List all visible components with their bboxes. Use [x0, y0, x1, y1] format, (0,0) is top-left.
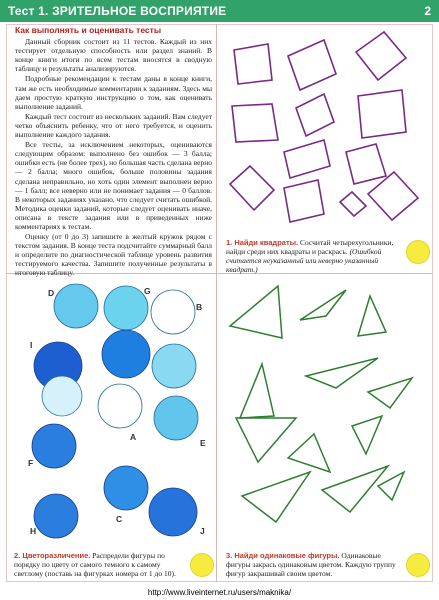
- task2-text: Распредели фигуры по порядку по цвету от самого темного к самому светлому (поставь на фигурках номера от 1 до 10).: [14, 551, 176, 578]
- quadrilateral-shape[interactable]: [340, 192, 366, 216]
- circle-label: F: [28, 458, 34, 468]
- color-circle-j[interactable]: [149, 488, 197, 536]
- instructions-paragraph: Оценку (от 0 до 3) запишите в желтый кружок рядом с текстом задания. В конце теста подсчитайте суммарный балл и определите по диагностической таблице уровень развития тестируемого качества. Запишите полученные результаты в итоговую таблицу.: [15, 232, 212, 278]
- color-circle-extra[interactable]: [42, 376, 82, 416]
- quadrilateral-shape[interactable]: [234, 44, 272, 84]
- header-bar: [0, 0, 439, 22]
- quadrilateral-shape[interactable]: [296, 94, 334, 136]
- triangle-shape[interactable]: [306, 358, 378, 388]
- color-circle-f[interactable]: [32, 424, 76, 468]
- circles-figure: [8, 276, 216, 542]
- triangles-panel: [218, 276, 432, 546]
- score-circle-task1[interactable]: [406, 240, 430, 264]
- circle-label: I: [30, 340, 33, 350]
- task2-title: 2. Цветоразличение.: [14, 551, 91, 560]
- quadrilateral-shape[interactable]: [346, 144, 386, 184]
- instructions-paragraph: Каждый тест состоит из нескольких заданий. Вам следует четко объяснить ребенку, что от него требуется, и оценить выполнение каждого задания.: [15, 111, 212, 140]
- circle-label: H: [30, 526, 37, 536]
- page-number: 2: [424, 4, 431, 18]
- triangle-shape[interactable]: [358, 296, 386, 336]
- color-circle-extra[interactable]: [152, 344, 196, 388]
- circle-label: C: [116, 514, 123, 524]
- task3-title: 3. Найди одинаковые фигуры.: [226, 551, 340, 560]
- color-circle-h[interactable]: [34, 494, 78, 538]
- quadrilateral-shape[interactable]: [232, 104, 278, 142]
- score-circle-task3[interactable]: [406, 553, 430, 577]
- triangle-shape[interactable]: [236, 418, 296, 462]
- quadrilateral-shape[interactable]: [356, 32, 406, 80]
- color-circle-g[interactable]: [104, 286, 148, 330]
- color-circle-c[interactable]: [104, 466, 148, 510]
- instructions-paragraph: Данный сборник состоит из 11 тестов. Каждый из них тестирует отдельную способность или раздел знаний. В конце книги итоги по всем тестам вносятся в сводную таблицу и результаты анализируются.: [15, 37, 212, 74]
- circle-label: E: [200, 438, 206, 448]
- circle-label: A: [130, 432, 137, 442]
- source-url: http://www.liveinternet.ru/users/maknika/: [147, 588, 292, 597]
- vertical-divider: [216, 24, 217, 582]
- quadrilateral-shape[interactable]: [284, 140, 330, 178]
- squares-figure: [218, 26, 432, 240]
- color-circle-e[interactable]: [154, 396, 198, 440]
- instructions-paragraph: Все тесты, за исключением некоторых, оцениваются следующим образом: выполнено без ошибок — 3 балла; ошибки есть (не более трех), но большая часть сделана верно — 2 балла; много ошибок, больше половины задания сделана неправильно, но хоть один элемент выполнен верно — 1 балл; все неверно или не понимает задания — 0 баллов. В некоторых заданиях указано, что следует считать ошибкой. Методика оценки заданий, которые следует оценивать иначе, описана в тексте задания или в приведенных ниже комментариях к тестам.: [15, 140, 212, 231]
- squares-panel: [218, 26, 432, 272]
- triangle-shape[interactable]: [322, 466, 388, 512]
- quadrilateral-shape[interactable]: [288, 40, 336, 90]
- triangle-shape[interactable]: [288, 434, 330, 472]
- color-circle-a[interactable]: [98, 384, 142, 428]
- quadrilateral-shape[interactable]: [358, 90, 406, 138]
- instructions-heading: Как выполнять и оценивать тесты: [15, 25, 162, 35]
- triangles-figure: [218, 276, 432, 546]
- color-circle-d[interactable]: [54, 284, 98, 328]
- circle-label: B: [196, 302, 203, 312]
- test-title: Тест 1. ЗРИТЕЛЬНОЕ ВОСПРИЯТИЕ: [8, 4, 227, 18]
- instructions-paragraph: Подробные рекомендации к тестам даны в конце книги, там же есть необходимые комментарии к заданиям. Здесь мы даем простую краткую инструкцию о том, как оценивать выполнение заданий.: [15, 74, 212, 111]
- task1-note: (Ошибкой считается неуказанный или неверно указанный квадрат.): [226, 247, 382, 274]
- task1-caption: [226, 238, 406, 274]
- triangle-shape[interactable]: [230, 286, 282, 338]
- circle-label: J: [200, 526, 205, 536]
- color-circle-b[interactable]: [151, 290, 195, 334]
- circle-label: G: [144, 286, 151, 296]
- task3-caption: [226, 551, 406, 578]
- task2-caption: [14, 551, 188, 578]
- triangle-shape[interactable]: [240, 364, 274, 418]
- triangle-shape[interactable]: [242, 472, 310, 522]
- triangle-shape[interactable]: [300, 290, 346, 320]
- quadrilateral-shape[interactable]: [284, 180, 324, 222]
- circles-panel: [8, 276, 216, 542]
- task3-text: Одинаковые фигуры закрась одинаковым цветом. Каждую группу фигур закрашивай своим цветом.: [226, 551, 396, 578]
- circle-label: D: [48, 288, 55, 298]
- triangle-shape[interactable]: [378, 472, 404, 500]
- quadrilateral-shape[interactable]: [230, 166, 274, 210]
- task1-title: 1. Найди квадраты.: [226, 238, 299, 247]
- triangle-shape[interactable]: [352, 416, 382, 454]
- color-circle-extra[interactable]: [102, 330, 150, 378]
- task1-text: Сосчитай четырехугольники, найди среди них квадраты и раскрась.: [226, 238, 394, 256]
- score-circle-task2[interactable]: [190, 553, 214, 577]
- triangle-shape[interactable]: [368, 378, 412, 408]
- instructions-panel: [12, 25, 215, 278]
